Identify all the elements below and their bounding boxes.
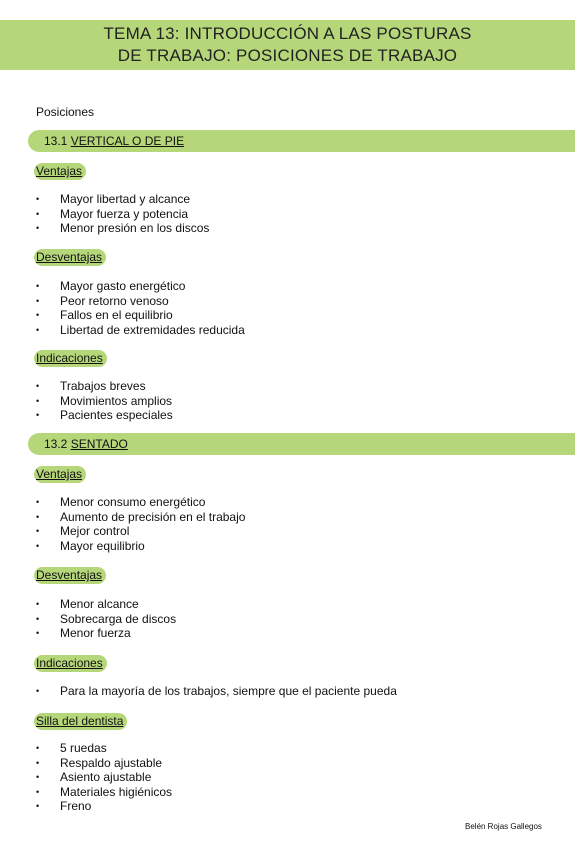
list-item: • Mayor fuerza y potencia — [34, 207, 209, 222]
subheading-indicaciones: Indicaciones — [34, 655, 107, 672]
document-title-bar — [0, 20, 575, 70]
page-label: Posiciones — [36, 105, 95, 119]
list-item: • Freno — [34, 799, 172, 814]
list-item: • Libertad de extremidades reducida — [34, 323, 245, 338]
section-title: SENTADO — [70, 437, 128, 451]
author-footer: Belén Rojas Gallegos — [465, 822, 542, 831]
list-item: • Trabajos breves — [34, 379, 173, 394]
list-silla-del-dentista — [34, 741, 172, 814]
list-item: • Mayor equilibrio — [34, 539, 245, 554]
list-item: • Asiento ajustable — [34, 770, 172, 785]
section-number: 13.2 — [44, 437, 68, 451]
section-number: 13.1 — [44, 134, 68, 148]
list-item: • Menor consumo energético — [34, 495, 245, 510]
list-item: • Pacientes especiales — [34, 408, 173, 423]
title-line-1: TEMA 13: INTRODUCCIÓN A LAS POSTURAS — [103, 24, 472, 43]
list-indicaciones — [34, 684, 397, 699]
list-item: • Mejor control — [34, 524, 245, 539]
list-ventajas — [34, 192, 209, 236]
list-item: • Fallos en el equilibrio — [34, 308, 245, 323]
title-line-2: DE TRABAJO: POSICIONES DE TRABAJO — [117, 46, 458, 65]
list-item: • Aumento de precisión en el trabajo — [34, 510, 245, 525]
list-item: • Materiales higiénicos — [34, 785, 172, 800]
subheading-silla-del-dentista: Silla del dentista — [34, 713, 127, 730]
list-desventajas — [34, 279, 245, 337]
list-item: • 5 ruedas — [34, 741, 172, 756]
list-item: • Mayor gasto energético — [34, 279, 245, 294]
subheading-desventajas: Desventajas — [34, 567, 106, 584]
list-item: • Menor fuerza — [34, 626, 176, 641]
list-item: • Movimientos amplios — [34, 394, 173, 409]
list-item: • Mayor libertad y alcance — [34, 192, 209, 207]
list-desventajas — [34, 597, 176, 641]
list-item: • Para la mayoría de los trabajos, siempre que el paciente pueda — [34, 684, 397, 699]
subheading-desventajas: Desventajas — [34, 249, 106, 266]
subheading-indicaciones: Indicaciones — [34, 350, 107, 367]
section-heading-13-2 — [28, 433, 575, 455]
list-item: • Sobrecarga de discos — [34, 612, 176, 627]
list-item: • Menor presión en los discos — [34, 221, 209, 236]
list-ventajas — [34, 495, 245, 553]
section-title: VERTICAL O DE PIE — [70, 134, 185, 148]
subheading-ventajas: Ventajas — [34, 466, 86, 483]
subheading-ventajas: Ventajas — [34, 163, 86, 180]
section-heading-13-1 — [28, 130, 575, 152]
list-item: • Menor alcance — [34, 597, 176, 612]
list-item: • Respaldo ajustable — [34, 756, 172, 771]
list-item: • Peor retorno venoso — [34, 294, 245, 309]
list-indicaciones — [34, 379, 173, 423]
